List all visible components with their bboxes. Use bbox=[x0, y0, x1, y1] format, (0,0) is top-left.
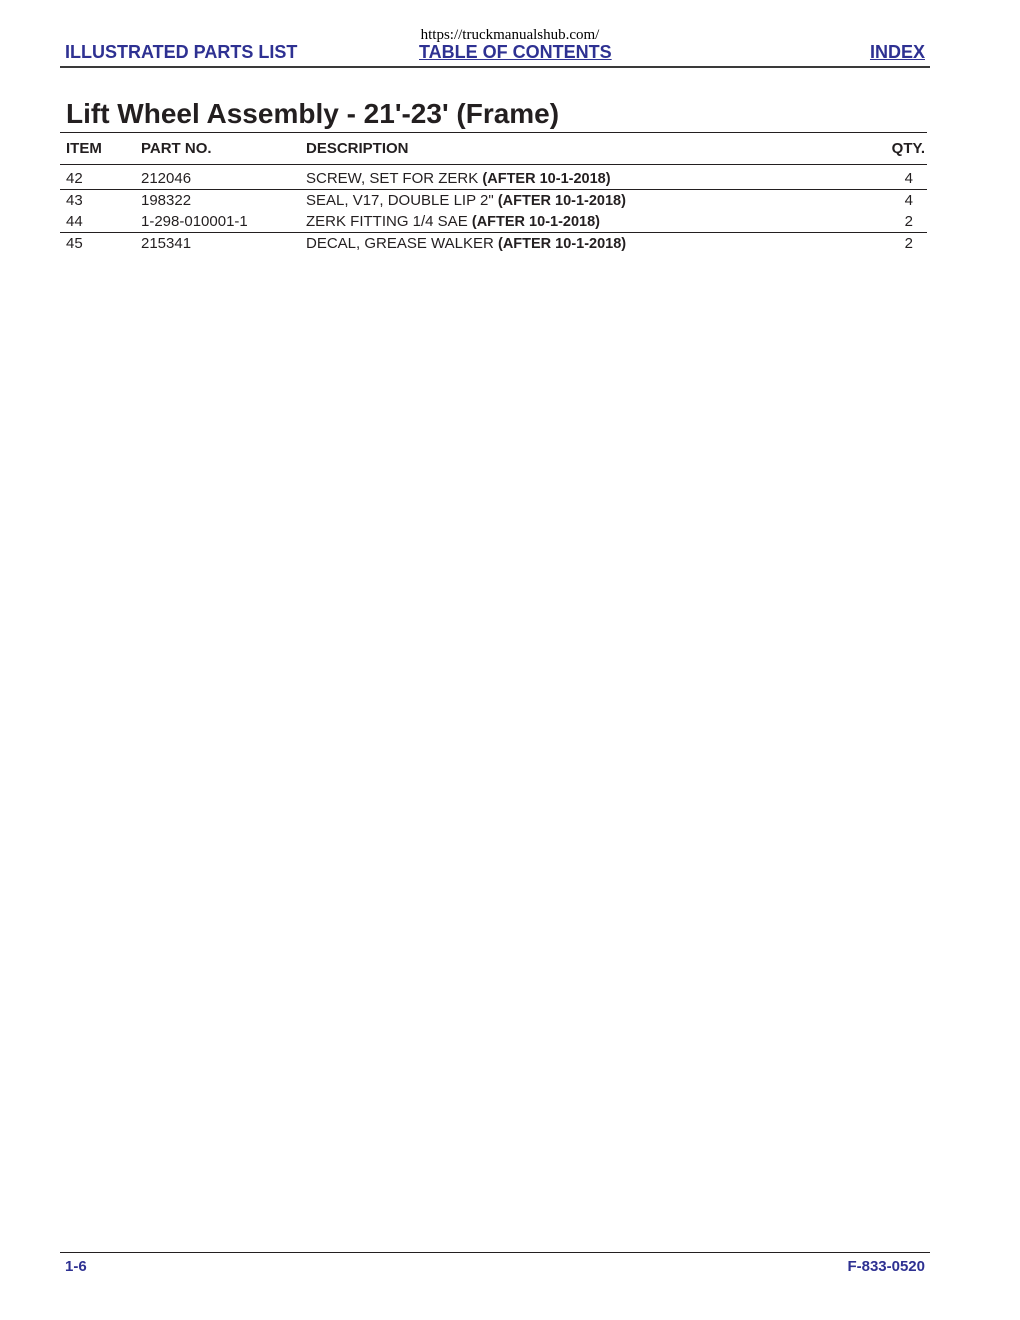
page-header bbox=[60, 40, 930, 68]
date-note: (AFTER 10-1-2018) bbox=[471, 214, 600, 230]
item-number: 44 bbox=[66, 213, 83, 230]
part-number: 212046 bbox=[141, 170, 192, 187]
part-description: SEAL, V17, DOUBLE LIP 2" (AFTER 10-1-2018) bbox=[306, 191, 626, 209]
item-number: 42 bbox=[66, 170, 83, 187]
part-description: SCREW, SET FOR ZERK (AFTER 10-1-2018) bbox=[306, 170, 611, 187]
quantity: 2 bbox=[904, 234, 913, 252]
part-description: DECAL, GREASE WALKER (AFTER 10-1-2018) bbox=[306, 234, 627, 252]
title-divider bbox=[60, 132, 927, 133]
part-description: ZERK FITTING 1/4 SAE (AFTER 10-1-2018) bbox=[306, 213, 600, 230]
parts-table bbox=[60, 168, 927, 254]
page-number: 1-6 bbox=[65, 1258, 87, 1275]
date-note: (AFTER 10-1-2018) bbox=[498, 235, 627, 252]
header-divider bbox=[60, 164, 927, 165]
table-row bbox=[60, 190, 927, 212]
column-header-item: ITEM bbox=[66, 140, 102, 157]
footer-divider bbox=[60, 1252, 930, 1253]
table-of-contents-link[interactable]: TABLE OF CONTENTS bbox=[419, 42, 612, 62]
source-url: https://truckmanualshub.com/ bbox=[420, 27, 600, 43]
quantity: 4 bbox=[904, 170, 913, 187]
page-title: Lift Wheel Assembly - 21'-23' (Frame) bbox=[66, 98, 560, 129]
column-header-part-no: PART NO. bbox=[141, 140, 212, 157]
section-label: ILLUSTRATED PARTS LIST bbox=[65, 42, 298, 62]
column-header-qty: QTY. bbox=[891, 140, 925, 157]
item-number: 43 bbox=[66, 191, 83, 209]
part-number: 1-298-010001-1 bbox=[141, 213, 248, 230]
quantity: 4 bbox=[904, 191, 913, 209]
column-header-description: DESCRIPTION bbox=[306, 140, 409, 157]
document-number: F-833-0520 bbox=[847, 1258, 925, 1275]
date-note: (AFTER 10-1-2018) bbox=[482, 171, 611, 187]
table-row bbox=[60, 168, 927, 190]
date-note: (AFTER 10-1-2018) bbox=[497, 192, 626, 209]
table-row bbox=[60, 233, 927, 255]
part-number: 215341 bbox=[141, 234, 192, 252]
quantity: 2 bbox=[904, 213, 913, 230]
part-number: 198322 bbox=[141, 191, 192, 209]
index-link[interactable]: INDEX bbox=[869, 42, 925, 62]
item-number: 45 bbox=[66, 234, 83, 252]
table-row bbox=[60, 211, 927, 233]
